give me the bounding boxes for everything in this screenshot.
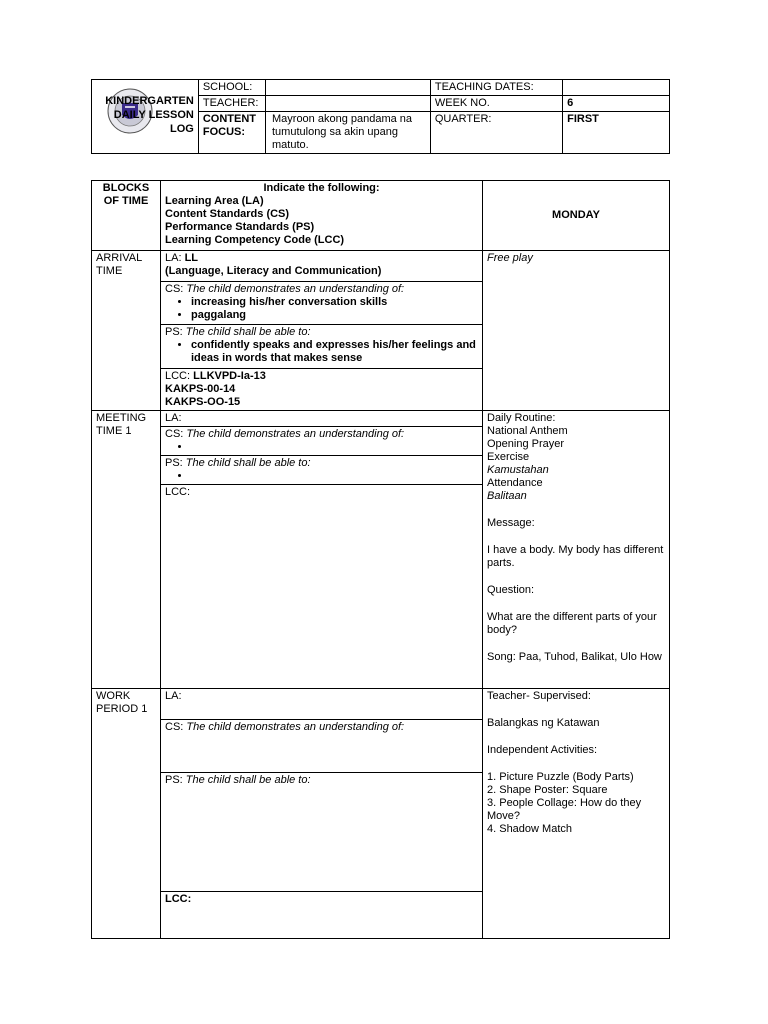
meeting-monday <box>483 411 670 689</box>
teaching-dates-label: TEACHING DATES: <box>430 80 562 96</box>
meeting-ps-bullet <box>191 470 478 483</box>
title-line2: DAILY LESSON <box>113 109 194 121</box>
routine-line: Attendance <box>487 477 543 489</box>
arrival-la-desc: (Language, Literacy and Communication) <box>165 265 382 277</box>
indicate-line-ps: Performance Standards (PS) <box>165 221 315 233</box>
indicate-title: Indicate the following: <box>263 182 380 194</box>
content-focus-value: Mayroon akong pandama na tumutulong sa akin upang matuto. <box>266 112 431 154</box>
title-line3: LOG <box>170 123 194 135</box>
block-arrival-line1: ARRIVAL <box>96 252 143 264</box>
quarter-value: FIRST <box>563 112 670 154</box>
teacher-supervised-value: Balangkas ng Katawan <box>487 717 600 729</box>
work-ps-label: PS: <box>165 774 186 786</box>
routine-line: Daily Routine: <box>487 412 556 424</box>
meeting-la: LA: <box>165 412 182 424</box>
meeting-ps <box>161 456 482 485</box>
meeting-cs <box>161 427 482 456</box>
arrival-cs <box>161 282 482 325</box>
school-value <box>266 80 431 96</box>
arrival-ps-item: • confidently speaks and expresses his/her feelings and ideas in words that makes sense <box>191 339 478 365</box>
meeting-subtable <box>161 411 482 683</box>
title-cell <box>92 80 199 154</box>
work-la: LA: <box>165 690 182 702</box>
block-meeting-line2: TIME 1 <box>96 425 132 437</box>
work-subtable <box>161 689 482 924</box>
arrival-cs-text: The child demonstrates an understanding of: <box>186 283 405 295</box>
title-line1: KINDERGARTEN <box>105 95 194 107</box>
arrival-la-label: LA: <box>165 252 185 264</box>
independent-item: 1. Picture Puzzle (Body Parts) <box>487 771 634 783</box>
work-standards <box>161 689 483 939</box>
arrival-lcc-label: LCC: <box>165 370 194 382</box>
work-cs-text: The child demonstrates an understanding of: <box>186 721 405 733</box>
independent-label: Independent Activities: <box>487 744 598 756</box>
meeting-cs-label: CS: <box>165 428 187 440</box>
work-cs-label: CS: <box>165 721 187 733</box>
indicate-line-la: Learning Area (LA) <box>165 195 264 207</box>
routine-line: Opening Prayer <box>487 438 565 450</box>
block-meeting-line1: MEETING <box>96 412 147 424</box>
message-label: Message: <box>487 517 535 529</box>
indicate-line-lcc: Learning Competency Code (LCC) <box>165 234 345 246</box>
header-table <box>91 79 670 154</box>
work-cs <box>161 720 482 773</box>
block-work <box>92 689 161 939</box>
block-meeting <box>92 411 161 689</box>
meeting-lcc: LCC: <box>161 485 482 684</box>
meeting-cs-bullet <box>191 441 478 454</box>
arrival-ps <box>161 325 482 369</box>
routine-line: National Anthem <box>487 425 568 437</box>
independent-item: 3. People Collage: How do they Move? <box>487 797 642 822</box>
routine-line: Exercise <box>487 451 530 463</box>
work-ps <box>161 773 482 892</box>
meeting-ps-text: The child shall be able to: <box>185 457 311 469</box>
arrival-la <box>161 251 482 282</box>
arrival-cs-item: • increasing his/her conversation skills <box>191 296 478 309</box>
song-text: Song: Paa, Tuhod, Balikat, Ulo How <box>487 651 662 663</box>
blocks-of-time-header <box>92 181 161 251</box>
arrival-ps-label: PS: <box>165 326 186 338</box>
meeting-ps-label: PS: <box>165 457 186 469</box>
week-label: WEEK NO. <box>430 96 562 112</box>
block-arrival <box>92 251 161 411</box>
indicate-header <box>161 181 483 251</box>
work-lcc: LCC: <box>161 892 482 925</box>
teaching-dates-value <box>563 80 670 96</box>
teacher-label: TEACHER: <box>198 96 265 112</box>
content-focus-label-1: CONTENT <box>202 113 257 125</box>
teacher-value <box>266 96 431 112</box>
arrival-lcc-code: LLKVPD-Ia-13 <box>193 370 266 382</box>
routine-line: Balitaan <box>487 490 527 502</box>
question-label: Question: <box>487 584 535 596</box>
arrival-lcc-code: KAKPS-00-14 <box>165 383 236 395</box>
arrival-cs-label: CS: <box>165 283 187 295</box>
quarter-label: QUARTER: <box>430 112 562 154</box>
arrival-lcc <box>161 369 482 411</box>
block-work-line2: PERIOD 1 <box>96 703 148 715</box>
arrival-standards <box>161 251 483 411</box>
meeting-standards <box>161 411 483 689</box>
lesson-table <box>91 180 670 939</box>
block-arrival-line2: TIME <box>96 265 123 277</box>
arrival-la-value: LL <box>184 252 199 264</box>
content-focus-label <box>198 112 265 154</box>
work-monday <box>483 689 670 939</box>
arrival-monday: Free play <box>483 251 670 411</box>
arrival-ps-text: The child shall be able to: <box>185 326 311 338</box>
blocks-header-line2: OF TIME <box>103 195 149 207</box>
arrival-subtable <box>161 251 482 410</box>
content-focus-label-2: FOCUS: <box>202 126 246 138</box>
independent-item: 2. Shape Poster: Square <box>487 784 608 796</box>
week-value: 6 <box>563 96 670 112</box>
independent-item: 4. Shadow Match <box>487 823 572 835</box>
message-text: I have a body. My body has different parts. <box>487 544 664 569</box>
block-work-line1: WORK <box>96 690 131 702</box>
teacher-supervised-label: Teacher- Supervised: <box>487 690 591 702</box>
monday-header: MONDAY <box>483 181 670 251</box>
arrival-cs-item: • paggalang <box>191 309 478 322</box>
question-text: What are the different parts of your body? <box>487 611 657 636</box>
indicate-line-cs: Content Standards (CS) <box>165 208 290 220</box>
arrival-lcc-code: KAKPS-OO-15 <box>165 396 241 408</box>
meeting-cs-text: The child demonstrates an understanding of: <box>186 428 405 440</box>
blocks-header-line1: BLOCKS <box>102 182 150 194</box>
work-ps-text: The child shall be able to: <box>185 774 311 786</box>
school-label: SCHOOL: <box>198 80 265 96</box>
routine-line: Kamustahan <box>487 464 549 476</box>
